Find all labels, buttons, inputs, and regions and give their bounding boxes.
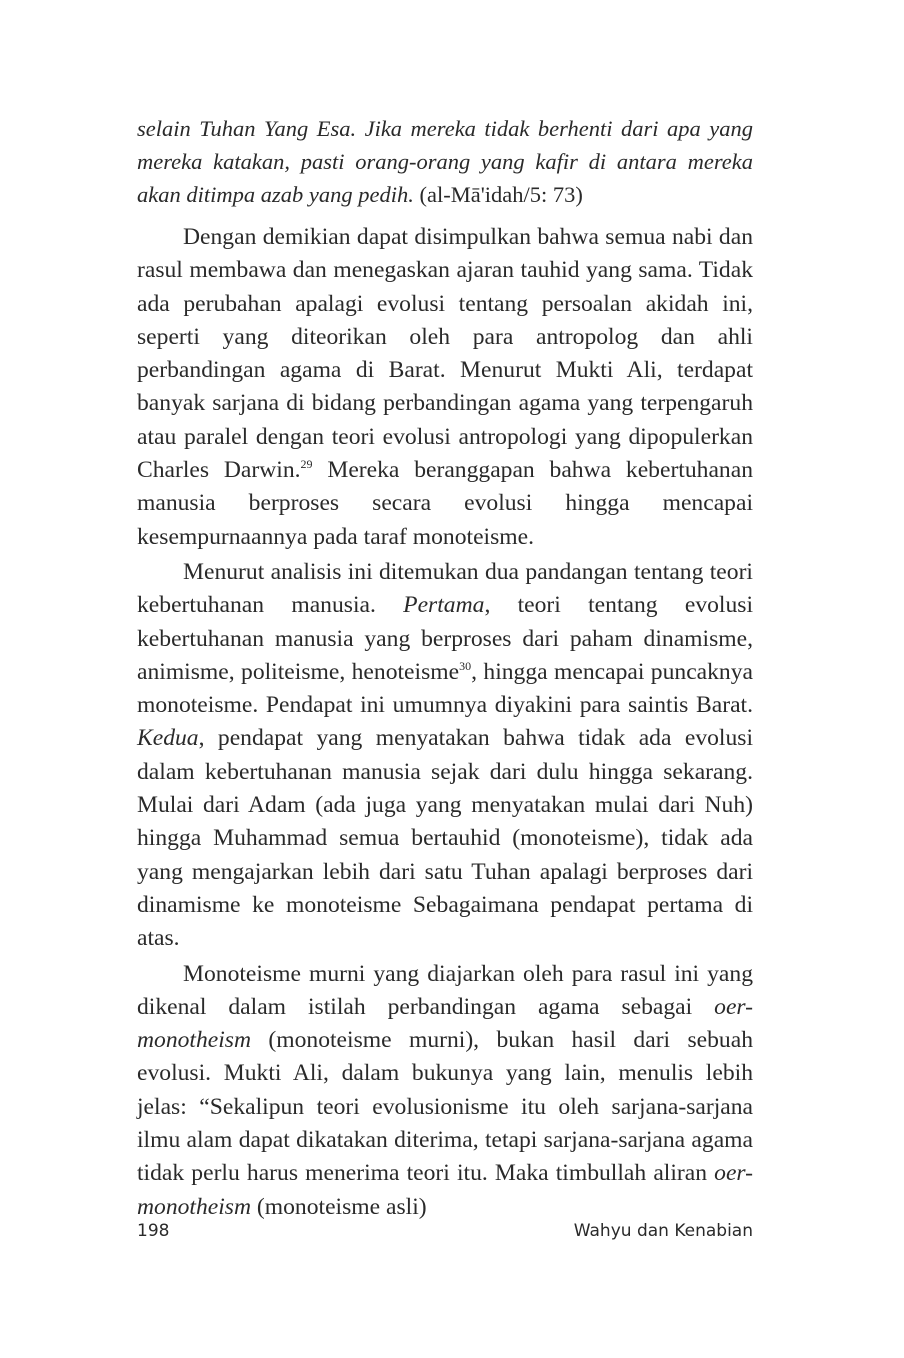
- paragraph-monotheism: [137, 958, 753, 1224]
- paragraph-conclusion: [137, 221, 753, 554]
- paragraph-analysis: [137, 556, 753, 956]
- paragraph2-text-c: , hingga mencapai puncaknya monoteisme. Pendapat ini umumnya diyakini para saintis Barat.: [137, 658, 753, 719]
- paragraph2-text-d: , pendapat yang menyatakan bahwa tidak ada evolusi dalam kebertuhanan manusia sejak dari dulu hingga sekarang. Mulai dari Adam (ada juga yang menyatakan mulai dari Nuh) hingga Muhammad semua bertauhid (monoteisme), tidak ada yang mengajarkan lebih dari satu Tuhan apalagi berproses dari dinamisme ke monoteisme Sebagaimana pendapat pertama di atas.: [137, 725, 753, 952]
- term-kedua: Kedua: [137, 725, 199, 752]
- page-footer: [137, 1221, 753, 1247]
- paragraph3-text-c: (monoteisme asli): [251, 1193, 427, 1220]
- paragraph2-text-a: Menurut analisis ini ditemukan dua pandangan tentang teori kebertuhanan manusia.: [137, 558, 753, 619]
- quote-text: selain Tuhan Yang Esa. Jika mereka tidak berhenti dari apa yang mereka katakan, pasti orang-orang yang kafir di antara mereka akan ditimpa azab yang pedih.: [137, 116, 753, 207]
- page-number: 198: [137, 1221, 170, 1241]
- paragraph1-text-a: Dengan demikian dapat disimpulkan bahwa semua nabi dan rasul membawa dan menegaskan ajaran tauhid yang sama. Tidak ada perubahan apalagi evolusi tentang persoalan akidah ini, seperti yang diteorikan oleh para antropolog dan ahli perbandingan agama di Barat. Menurut Mukti Ali, terdapat banyak sarjana di bidang perbandingan agama yang terpengaruh atau paralel dengan teori evolusi antropologi yang dipopulerkan Charles Darwin.: [137, 224, 753, 484]
- paragraph3-text-a: Monoteisme murni yang diajarkan oleh para rasul ini yang dikenal dalam istilah perbandingan agama sebagai: [137, 960, 753, 1020]
- footnote-ref-30[interactable]: 30: [459, 659, 472, 673]
- term-pertama: Pertama: [403, 592, 485, 619]
- term-oer-monotheism-1: oer-monotheism: [137, 993, 753, 1054]
- quote-reference: (al-Mā'idah/5: 73): [419, 182, 583, 207]
- paragraph2-text-b: , teori tentang evolusi kebertuhanan manusia yang berproses dari paham dinamisme, animisme, politeisme, henoteisme: [137, 592, 754, 685]
- paragraph3-text-b: (monoteisme murni), bukan hasil dari sebuah evolusi. Mukti Ali, dalam bukunya yang lain, menulis lebih jelas: “Sekalipun teori evolusionisme itu oleh sarjana-sarjana ilmu alam dapat dikatakan diterima, tetapi sarjana-sarjana agama tidak perlu harus menerima teori itu. Maka timbullah aliran: [137, 1027, 753, 1187]
- footnote-ref-29[interactable]: 29: [300, 457, 313, 472]
- term-oer-monotheism-2: oer-monotheism: [137, 1160, 753, 1220]
- running-title: Wahyu dan Kenabian: [573, 1221, 753, 1241]
- quran-quote: [137, 112, 753, 211]
- paragraph1-text-b: Mereka beranggapan bahwa kebertuhanan manusia berproses secara evolusi hingga mencapai kesempurnaannya pada taraf monoteisme.: [137, 457, 753, 550]
- page-body: [137, 112, 753, 1224]
